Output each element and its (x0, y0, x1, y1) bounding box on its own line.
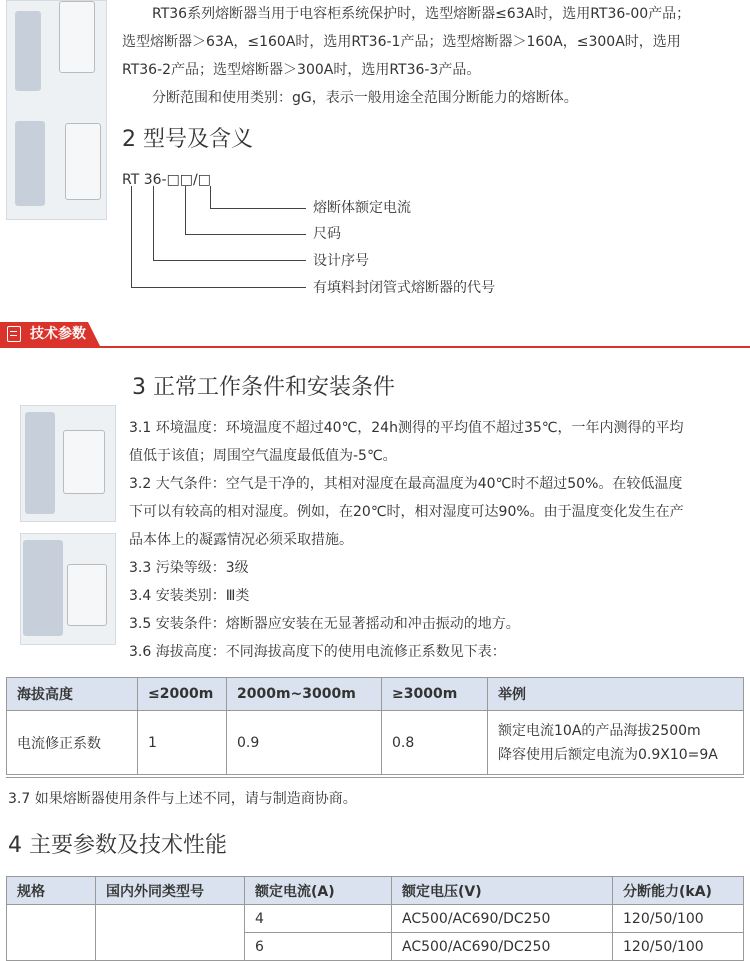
header-rated-current: 额定电流(A) (245, 877, 392, 905)
parameters-table (6, 876, 744, 961)
intro-line-2: 选型熔断器＞63A，≤160A时，选用RT36-1产品；选型熔断器＞160A，≤300A时，选用 (122, 34, 681, 50)
condition-line-6: 3.3 污染等级：3级 (129, 560, 249, 576)
value-le-2000: 1 (138, 711, 227, 775)
table-row (7, 711, 744, 775)
breaking-capacity: 120/50/100 (613, 905, 744, 933)
model-label-4: 有填料封闭管式熔断器的代号 (313, 280, 495, 296)
condition-line-8: 3.5 安装条件：熔断器应安装在无显著摇动和冲击振动的地方。 (129, 616, 520, 632)
rated-voltage: AC500/AC690/DC250 (392, 905, 613, 933)
model-label-1: 熔断体额定电流 (313, 200, 411, 216)
intro-line-1: RT36系列熔断器当用于电容柜系统保护时，选型熔断器≤63A时，选用RT36-00产品； (152, 6, 691, 22)
altitude-table (6, 677, 744, 775)
example-cell (488, 711, 744, 775)
header-breaking-capacity: 分断能力(kA) (613, 877, 744, 905)
header-rated-voltage: 额定电压(V) (392, 877, 613, 905)
header-example: 举例 (488, 678, 744, 711)
header-altitude: 海拔高度 (7, 678, 138, 711)
condition-line-4: 下可以有较高的相对湿度。例如，在20℃时，相对湿度可达90%。由于温度变化发生在产 (129, 504, 684, 520)
example-line-2: 降容使用后额定电流为0.9X10=9A (498, 746, 718, 763)
condition-line-2: 值低于该值；周围空气温度最低值为-5℃。 (129, 448, 397, 464)
intro-line-4: 分断范围和使用类别：gG，表示一般用途全范围分断能力的熔断体。 (152, 90, 578, 106)
intro-line-3: RT36-2产品；选型熔断器＞300A时，选用RT36-3产品。 (122, 62, 481, 78)
header-ge-3000: ≥3000m (382, 678, 488, 711)
model-code: RT 36-□□/□ (122, 172, 211, 188)
product-photo-top (6, 0, 107, 220)
model-cell (96, 905, 245, 961)
header-spec: 规格 (7, 877, 96, 905)
condition-line-9: 3.6 海拔高度：不同海拔高度下的使用电流修正系数见下表： (129, 644, 506, 660)
value-2000-3000: 0.9 (227, 711, 382, 775)
rated-current: 4 (245, 905, 392, 933)
rated-voltage: AC500/AC690/DC250 (392, 933, 613, 961)
breaking-capacity: 120/50/100 (613, 933, 744, 961)
model-label-3: 设计序号 (313, 253, 369, 269)
section-2-title: 2 型号及含义 (122, 127, 253, 152)
condition-line-7: 3.4 安装类别：Ⅲ类 (129, 588, 250, 604)
table-row (7, 905, 744, 933)
section-4-title: 4 主要参数及技术性能 (8, 833, 227, 858)
model-label-2: 尺码 (313, 226, 341, 242)
condition-note: 3.7 如果熔断器使用条件与上述不同，请与制造商协商。 (8, 791, 357, 807)
condition-line-5: 品本体上的凝露情况必须采取措施。 (129, 532, 353, 548)
header-le-2000: ≤2000m (138, 678, 227, 711)
tech-banner (0, 322, 750, 348)
header-2000-3000: 2000m~3000m (227, 678, 382, 711)
product-photo-lower (20, 533, 116, 645)
product-photo-middle (20, 405, 116, 522)
rated-current: 6 (245, 933, 392, 961)
document-icon (7, 326, 21, 342)
header-equivalent-model: 国内外同类型号 (96, 877, 245, 905)
spec-cell (7, 905, 96, 961)
section-3-title: 3 正常工作条件和安装条件 (132, 375, 395, 400)
tech-banner-label: 技术参数 (30, 326, 86, 342)
table-bottom-rule (6, 777, 744, 778)
condition-line-1: 3.1 环境温度：环境温度不超过40℃，24h测得的平均值不超过35℃，一年内测得的平均 (129, 420, 684, 436)
value-ge-3000: 0.8 (382, 711, 488, 775)
row-label: 电流修正系数 (7, 711, 138, 775)
example-line-1: 额定电流10A的产品海拔2500m (498, 722, 701, 739)
condition-line-3: 3.2 大气条件：空气是干净的，其相对湿度在最高温度为40℃时不超过50%。在较低温度 (129, 476, 683, 492)
